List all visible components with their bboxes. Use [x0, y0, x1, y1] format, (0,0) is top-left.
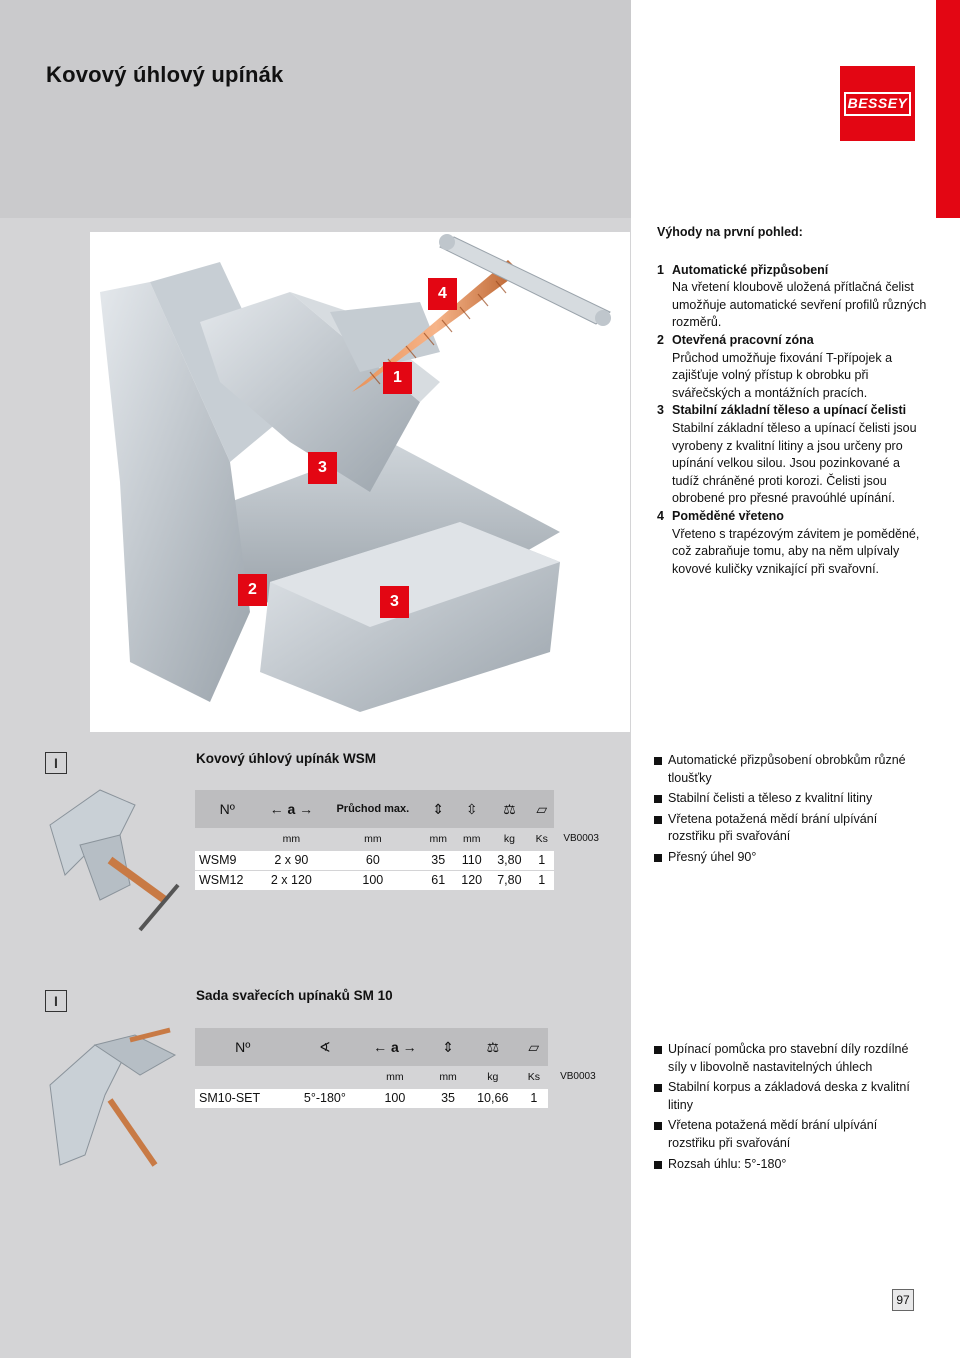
- page-title: Kovový úhlový upínák: [46, 62, 284, 87]
- col-a: ← a →: [260, 790, 324, 828]
- list-item: Vřetena potažená mědí brání ulpívání rozstřiku při svařování: [654, 811, 924, 846]
- depth-icon: ⇕: [423, 790, 454, 828]
- features-heading: Výhody na první pohled:: [657, 225, 803, 239]
- badge-2: 2: [238, 574, 267, 606]
- list-item: Vřetena potažená mědí brání ulpívání rozstřiku při svařování: [654, 1117, 924, 1152]
- section-icon: I: [45, 752, 67, 774]
- feature-title: Poměděné vřeteno: [672, 508, 784, 523]
- badge-3-lower: 3: [380, 586, 409, 618]
- feature-item: 3 Stabilní základní těleso a upínací čelisti Stabilní základní těleso a upínací čelisti jsou vyrobeny z kvalitní litiny a jsou určeny pro upínání velkou silou. Jsou pozinkované a tudíž chráněné proti korozi. Čelisti jsou obrobené pro přesné pravoúhlé upínání.: [657, 402, 927, 508]
- badge-4: 4: [428, 278, 457, 310]
- table-row: WSM9 2 x 90 60 35 110 3,80 1: [195, 850, 608, 870]
- badge-1: 1: [383, 362, 412, 394]
- bessey-logo: [840, 66, 915, 141]
- sm10-title: Sada svařecích upínaků SM 10: [196, 988, 393, 1003]
- sm10-table: Nº ∢ ← a → ⇕ ⚖ ▱ mm mm kg Ks VB0003 SM10-SET 5°-180° 100 35 10,66 1: [195, 1028, 608, 1108]
- feature-title: Automatické přizpůsobení: [672, 262, 829, 277]
- box-icon: ▱: [520, 1028, 548, 1066]
- scale-icon: ⚖: [489, 790, 529, 828]
- feature-text: Stabilní základní těleso a upínací čelisti jsou vyrobeny z kvalitní litiny a jsou určeny pro upínání velkou silou. Jsou pozinkované a tudíž chráněné proti korozi. Čelisti jsou obrobené pro přesné pravoúhlé upínání.: [672, 420, 917, 506]
- box-icon: ▱: [529, 790, 554, 828]
- feature-text: Průchod umožňuje fixování T-přípojek a zajišťuje volný přístup k obrobku při svářečských a montážních pracích.: [672, 350, 893, 400]
- table-row: SM10-SET 5°-180° 100 35 10,66 1: [195, 1088, 608, 1108]
- wsm-table: Nº ← a → Průchod max. ⇕ ⇳ ⚖ ▱ mm mm mm mm kg Ks VB0003 WSM9 2 x 90 60 35 110 3,80 1 WSM12 2 x 120 100 61 120 7,80 1: [195, 790, 608, 890]
- wsm-clamp-icon: [40, 785, 180, 935]
- list-item: Přesný úhel 90°: [654, 849, 924, 867]
- scale-icon: ⚖: [466, 1028, 520, 1066]
- clamp-illustration: [90, 232, 630, 732]
- feature-title: Otevřená pracovní zóna: [672, 332, 814, 347]
- list-item: Automatické přizpůsobení obrobkům různé tloušťky: [654, 752, 924, 787]
- feature-item: 1 Automatické přizpůsobení Na vřetení kloubově uložená přítlačná čelist umožňuje automatické sevření profilů různých rozměrů.: [657, 262, 927, 332]
- col-a: ← a →: [359, 1028, 430, 1066]
- product-photo: [90, 232, 630, 732]
- col-pass: Průchod max.: [323, 790, 422, 828]
- logo-text: BESSEY: [847, 94, 908, 111]
- col-no: Nº: [195, 790, 260, 828]
- angle-icon: ∢: [290, 1028, 359, 1066]
- feature-item: 2 Otevřená pracovní zóna Průchod umožňuje fixování T-přípojek a zajišťuje volný přístup k obrobku při svářečských a montážních pracích.: [657, 332, 927, 402]
- list-item: Stabilní čelisti a těleso z kvalitní litiny: [654, 790, 924, 808]
- height-icon: ⇕: [430, 1028, 465, 1066]
- list-item: Stabilní korpus a základová deska z kvalitní litiny: [654, 1079, 924, 1114]
- sm10-clamp-icon: [45, 1025, 185, 1175]
- feature-text: Vřeteno s trapézovým závitem je poměděné, což zabraňuje tomu, aby na něm ulpívaly kovové kuličky vznikající při svařovní.: [672, 526, 920, 576]
- sm10-bullets: [654, 1041, 924, 1176]
- badge-3-upper: 3: [308, 452, 337, 484]
- section-icon: I: [45, 990, 67, 1012]
- height-icon: ⇳: [454, 790, 490, 828]
- feature-title: Stabilní základní těleso a upínací čelisti: [672, 403, 907, 418]
- table-row: WSM12 2 x 120 100 61 120 7,80 1: [195, 870, 608, 890]
- page-number: 97: [892, 1289, 914, 1311]
- col-no: Nº: [195, 1028, 290, 1066]
- list-item: Rozsah úhlu: 5°-180°: [654, 1156, 924, 1174]
- list-item: Upínací pomůcka pro stavební díly rozdílné síly v libovolně nastavitelných úhlech: [654, 1041, 924, 1076]
- header-band: [0, 0, 631, 218]
- feature-item: 4 Poměděné vřeteno Vřeteno s trapézovým závitem je poměděné, což zabraňuje tomu, aby na něm ulpívaly kovové kuličky vznikající při svařovní.: [657, 508, 927, 578]
- wsm-title: Kovový úhlový upínák WSM: [196, 751, 377, 766]
- red-accent-strip: [936, 0, 960, 218]
- wsm-bullets: [654, 752, 924, 870]
- features-list: [657, 224, 927, 578]
- feature-text: Na vřetení kloubově uložená přítlačná čelist umožňuje automatické sevření profilů různých rozměrů.: [672, 280, 927, 330]
